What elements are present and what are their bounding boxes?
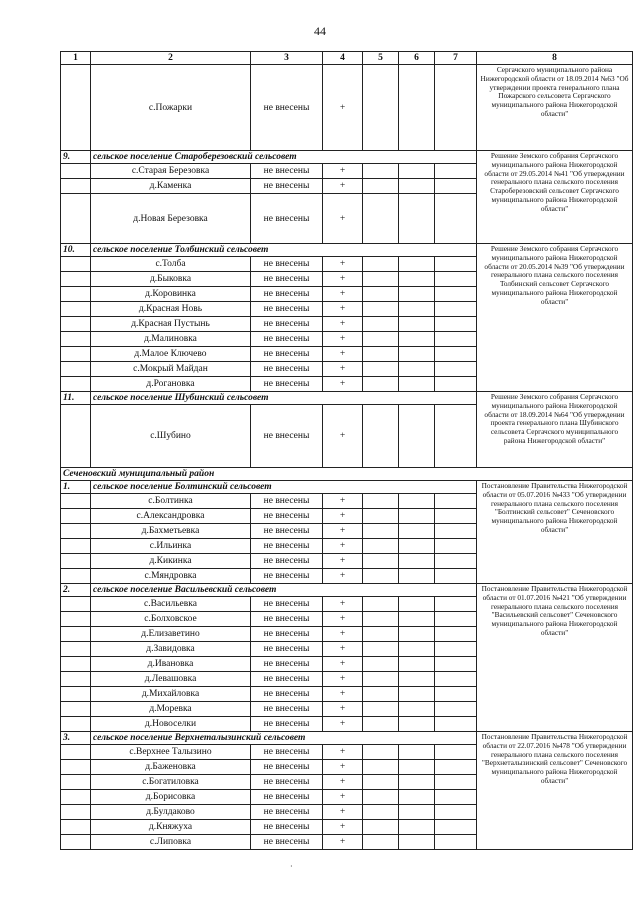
section-number: 1. <box>61 481 91 494</box>
column-header: 6 <box>399 52 435 65</box>
section-number: 3. <box>61 732 91 745</box>
mark-cell: + <box>323 745 363 760</box>
mark-cell: + <box>323 835 363 850</box>
status-cell: не внесены <box>251 539 323 554</box>
settlement-name: с.Васильевка <box>91 597 251 612</box>
document-reference: Постановление Правительства Нижегородской области от 01.07.2016 №421 "Об утверждении генерального плана сельского поселения "Васильевский сельсовет" Сеченовского муниципального района Нижегородской области" <box>477 584 633 732</box>
settlement-name: д.Борисовка <box>91 790 251 805</box>
status-cell: не внесены <box>251 657 323 672</box>
status-cell: не внесены <box>251 597 323 612</box>
mark-cell: + <box>323 257 363 272</box>
mark-cell: + <box>323 790 363 805</box>
settlement-name: д.Баженовка <box>91 760 251 775</box>
section-row <box>61 481 633 494</box>
section-title: сельское поселение Староберезовский сельсовет <box>91 151 477 164</box>
status-cell: не внесены <box>251 179 323 194</box>
document-reference: Сергачского муниципального района Нижегородской области от 18.09.2014 №63 "Об утверждении проекта генерального плана Пожарского сельсовета Сергачского муниципального района Нижегородской области" <box>477 65 633 151</box>
mark-cell: + <box>323 820 363 835</box>
settlement-name: д.Булдаково <box>91 805 251 820</box>
mark-cell: + <box>323 332 363 347</box>
settlement-name: с.Шубино <box>91 405 251 468</box>
header-row <box>61 52 633 65</box>
column-header: 8 <box>477 52 633 65</box>
settlement-name: с.Мокрый Майдан <box>91 362 251 377</box>
settlement-name: д.Малое Ключево <box>91 347 251 362</box>
mark-cell: + <box>323 569 363 584</box>
settlement-name: д.Елизаветино <box>91 627 251 642</box>
section-number: 10. <box>61 244 91 257</box>
settlement-name: с.Верхнее Талызино <box>91 745 251 760</box>
section-row <box>61 244 633 257</box>
mark-cell: + <box>323 164 363 179</box>
mark-cell: + <box>323 524 363 539</box>
mark-cell: + <box>323 717 363 732</box>
status-cell: не внесены <box>251 509 323 524</box>
settlement-name: с.Мяндровка <box>91 569 251 584</box>
status-cell: не внесены <box>251 672 323 687</box>
status-cell: не внесены <box>251 687 323 702</box>
mark-cell: + <box>323 672 363 687</box>
district-title: Сеченовский муниципальный район <box>61 468 633 481</box>
mark-cell: + <box>323 194 363 244</box>
status-cell: не внесены <box>251 702 323 717</box>
mark-cell: + <box>323 377 363 392</box>
mark-cell: + <box>323 362 363 377</box>
mark-cell: + <box>323 539 363 554</box>
status-cell: не внесены <box>251 524 323 539</box>
status-cell: не внесены <box>251 760 323 775</box>
mark-cell: + <box>323 65 363 151</box>
settlement-name: д.Красная Пустынь <box>91 317 251 332</box>
mark-cell: + <box>323 347 363 362</box>
status-cell: не внесены <box>251 347 323 362</box>
settlement-name: с.Александровка <box>91 509 251 524</box>
status-cell: не внесены <box>251 257 323 272</box>
settlement-name: д.Левашовка <box>91 672 251 687</box>
mark-cell: + <box>323 509 363 524</box>
status-cell: не внесены <box>251 554 323 569</box>
column-header: 7 <box>435 52 477 65</box>
column-header: 3 <box>251 52 323 65</box>
settlement-name: д.Княжуха <box>91 820 251 835</box>
mark-cell: + <box>323 597 363 612</box>
mark-cell: + <box>323 494 363 509</box>
table-row <box>61 65 633 151</box>
settlement-name: с.Старая Березовка <box>91 164 251 179</box>
status-cell: не внесены <box>251 362 323 377</box>
mark-cell: + <box>323 657 363 672</box>
settlement-name: д.Бахметьевка <box>91 524 251 539</box>
mark-cell: + <box>323 554 363 569</box>
status-cell: не внесены <box>251 405 323 468</box>
status-cell: не внесены <box>251 642 323 657</box>
status-cell: не внесены <box>251 717 323 732</box>
column-header: 5 <box>363 52 399 65</box>
mark-cell: + <box>323 179 363 194</box>
document-reference: Решение Земского собрания Сергачского муниципального района Нижегородской области от 20.05.2014 №39 "Об утверждении генерального плана сельского поселения Толбинский сельсовет Сергачского муниципального района Нижегородской области" <box>477 244 633 392</box>
settlement-name: д.Новоселки <box>91 717 251 732</box>
settlement-name: д.Малиновка <box>91 332 251 347</box>
column-header: 4 <box>323 52 363 65</box>
status-cell: не внесены <box>251 377 323 392</box>
status-cell: не внесены <box>251 612 323 627</box>
section-title: сельское поселение Васильевский сельсовет <box>91 584 477 597</box>
status-cell: не внесены <box>251 790 323 805</box>
status-cell: не внесены <box>251 317 323 332</box>
section-title: сельское поселение Верхнеталызинский сельсовет <box>91 732 477 745</box>
settlement-name: д.Коровинка <box>91 287 251 302</box>
settlement-name: д.Быковка <box>91 272 251 287</box>
section-title: сельское поселение Болтинский сельсовет <box>91 481 477 494</box>
settlement-name: с.Липовка <box>91 835 251 850</box>
settlement-name: с.Ильинка <box>91 539 251 554</box>
district-row <box>61 468 633 481</box>
mark-cell: + <box>323 405 363 468</box>
mark-cell: + <box>323 775 363 790</box>
scan-dot: · <box>290 862 293 871</box>
settlement-name: д.Красная Новь <box>91 302 251 317</box>
section-title: сельское поселение Шубинский сельсовет <box>91 392 477 405</box>
status-cell: не внесены <box>251 494 323 509</box>
mark-cell: + <box>323 272 363 287</box>
section-number: 2. <box>61 584 91 597</box>
settlement-name: д.Моревка <box>91 702 251 717</box>
settlement-name: д.Каменка <box>91 179 251 194</box>
status-cell: не внесены <box>251 820 323 835</box>
status-cell: не внесены <box>251 745 323 760</box>
section-row <box>61 732 633 745</box>
settlement-name: д.Михайловка <box>91 687 251 702</box>
mark-cell: + <box>323 302 363 317</box>
document-reference: Решение Земского собрания Сергачского муниципального района Нижегородской области от 18.09.2014 №64 "Об утверждении проекта генерального плана Шубинского сельсовета Сергачского муниципального района Нижегородской области" <box>477 392 633 468</box>
document-reference: Постановление Правительства Нижегородской области от 22.07.2016 №478 "Об утверждении генерального плана сельского поселения "Верхнеталызинский сельсовет" Сеченовского муниципального района Нижегородской области" <box>477 732 633 850</box>
status-cell: не внесены <box>251 272 323 287</box>
settlement-name: д.Ивановка <box>91 657 251 672</box>
document-reference: Решение Земского собрания Сергачского муниципального района Нижегородской области от 29.05.2014 №41 "Об утверждении генерального плана сельского поселения Староберезовский сельсовет Сергачского муниципального района Нижегородской области" <box>477 151 633 244</box>
status-cell: не внесены <box>251 805 323 820</box>
settlement-name: д.Завидовка <box>91 642 251 657</box>
column-header: 1 <box>61 52 91 65</box>
status-cell: не внесены <box>251 835 323 850</box>
settlement-name: д.Новая Березовка <box>91 194 251 244</box>
settlement-name: с.Пожарки <box>91 65 251 151</box>
status-cell: не внесены <box>251 332 323 347</box>
settlement-name: с.Болховское <box>91 612 251 627</box>
section-row <box>61 584 633 597</box>
section-title: сельское поселение Толбинский сельсовет <box>91 244 477 257</box>
mark-cell: + <box>323 627 363 642</box>
mark-cell: + <box>323 287 363 302</box>
mark-cell: + <box>323 702 363 717</box>
status-cell: не внесены <box>251 194 323 244</box>
section-row <box>61 151 633 164</box>
settlement-name: с.Богатиловка <box>91 775 251 790</box>
mark-cell: + <box>323 687 363 702</box>
section-number: 11. <box>61 392 91 405</box>
mark-cell: + <box>323 805 363 820</box>
settlement-name: д.Рогановка <box>91 377 251 392</box>
settlement-name: д.Кикинка <box>91 554 251 569</box>
mark-cell: + <box>323 612 363 627</box>
settlement-name: с.Болтинка <box>91 494 251 509</box>
document-reference: Постановление Правительства Нижегородской области от 05.07.2016 №433 "Об утверждении генерального плана сельского поселения "Болтинский сельсовет" Сеченовского муниципального района Нижегородской области" <box>477 481 633 584</box>
settlements-table <box>60 51 633 850</box>
page-number: 44 <box>314 24 326 38</box>
status-cell: не внесены <box>251 302 323 317</box>
status-cell: не внесены <box>251 65 323 151</box>
section-row <box>61 392 633 405</box>
status-cell: не внесены <box>251 164 323 179</box>
settlement-name: с.Толба <box>91 257 251 272</box>
status-cell: не внесены <box>251 287 323 302</box>
section-number: 9. <box>61 151 91 164</box>
status-cell: не внесены <box>251 775 323 790</box>
column-header: 2 <box>91 52 251 65</box>
mark-cell: + <box>323 642 363 657</box>
mark-cell: + <box>323 760 363 775</box>
status-cell: не внесены <box>251 627 323 642</box>
mark-cell: + <box>323 317 363 332</box>
status-cell: не внесены <box>251 569 323 584</box>
